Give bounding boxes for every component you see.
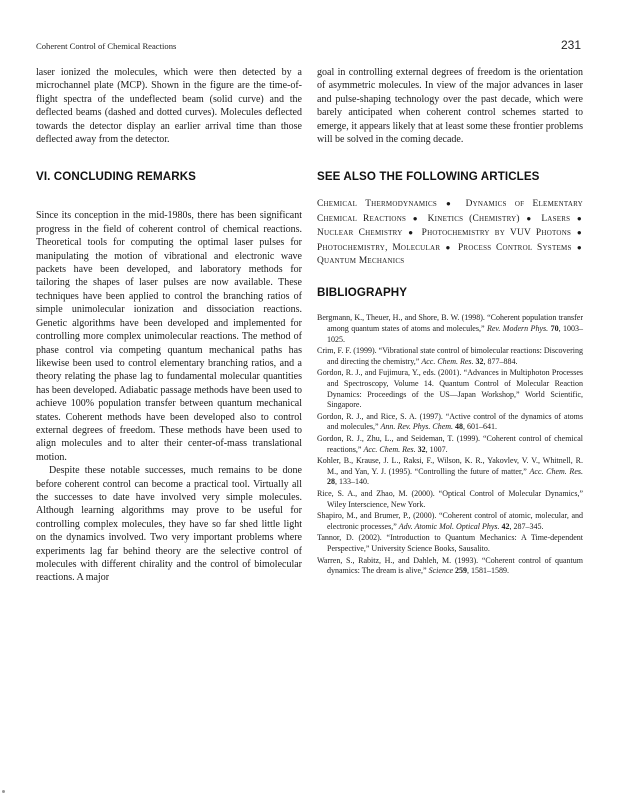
concluding-paragraph-1: Since its conception in the mid-1980s, there has been significant progress in the field of coherent control of chemical reactions. Theoretical tools for computing the optimal laser pulses for manipulating the motion of vibrational and electronic wave packets have been developed, and laboratory methods for tailoring the shapes of laser pulses are now available. These techniques have been applied to control the branching ratios of simple unimolecular ionization and dissociation reactions. Genetic algorithms have been developed and implemented for controlling more complex unimolecular reactions. The method of phase control via competing quantum mechanical paths has likewise been used to control elementary branching ratios, and a theory relating the phase lag to fundamental molecular quantities has been developed. Adiabatic passage methods have been used to achieve 100% population transfer between quantum mechanical states. Coherent methods have been developed also to control external degrees of freedom. These methods have been used to align molecules and to alter their center-of-mass translational motion.: [36, 210, 302, 463]
concluding-paragraph-2: Despite these notable successes, much remains to be done before coherent control can become a practical tool. Virtually all the successes to date have involved very simple molecules. Although learning algorithms may prove to be useful for controlling complex molecules, they have so far shed little light on the dynamics involved. Two very important problems where experiments lag far behind theory are the selective control of molecules with different chirality and the control of bimolecular reactions. A major: [36, 465, 302, 584]
bib-pages: , 1581–1589.: [467, 566, 510, 576]
bib-pages: , 1003–1025.: [327, 324, 584, 344]
bib-title: “Coherent population transfer among quantum states of atoms and molecules,”: [327, 313, 583, 334]
continuation-paragraph: goal in controlling external degrees of freedom is the orientation of asymmetric molecules. In view of the major advances in laser and pulse-shaping technology over the past decade, which were barely anticipated when coherent control schemes started to emerge, it appears likely that at least some these frontier problems will be solved in the coming decade.: [317, 67, 583, 146]
bib-volume: 42: [499, 521, 510, 531]
bib-title: “Coherent control of atomic, molecular, and electronic processes,”: [327, 511, 583, 531]
see-also-heading: SEE ALSO THE FOLLOWING ARTICLES: [317, 170, 540, 184]
bibliography-list: [317, 313, 583, 576]
bibliography-entry: [317, 346, 583, 367]
bibliography-entry: [317, 511, 583, 532]
bibliography-entry: [317, 368, 583, 410]
bib-title: “Optical Control of Molecular Dynamics,” Wiley Interscience, New York.: [327, 488, 584, 509]
bib-title: “Active control of the dynamics of atoms and molecules,”: [327, 411, 583, 432]
bib-title: “Advances in Multiphoton Processes and Spectroscopy, Volume 14. Quantum Control of Molecular Reaction Dynamics: Proceedings of the US—Japan Workshop,” World Scientific, Singapore.: [327, 368, 583, 410]
see-also-item[interactable]: Dynamics of Elementary Chemical Reactions: [317, 199, 583, 224]
running-head: [36, 38, 581, 55]
bib-authors: Crim, F. F. (1999).: [317, 346, 379, 356]
bib-journal: Adv. Atomic Mol. Optical Phys.: [398, 521, 500, 531]
see-also-item[interactable]: Photochemistry by VUV Photons: [421, 228, 572, 239]
scan-dot: [2, 790, 5, 793]
bib-volume: 48: [453, 422, 464, 432]
bib-title: “Controlling the future of matter,”: [414, 466, 530, 476]
bib-pages: , 1007.: [425, 444, 448, 454]
bib-journal: Acc. Chem. Res.: [529, 466, 583, 476]
see-also-item[interactable]: Chemical Thermodynamics: [317, 199, 438, 210]
bibliography-entry: [317, 489, 583, 510]
bib-authors: Shapiro, M., and Brumer, P., (2000).: [317, 511, 439, 521]
bullet-separator: ●: [441, 242, 457, 252]
bib-journal: Rev. Modern Phys.: [486, 324, 549, 334]
bullet-separator: ●: [572, 242, 582, 252]
bib-authors: Bergmann, K., Theuer, H., and Shore, B. W. (1998).: [317, 313, 488, 323]
see-also-item[interactable]: Photochemistry, Molecular: [317, 242, 441, 253]
section-heading-concluding-remarks: VI. CONCLUDING REMARKS: [36, 170, 197, 184]
bibliography-entry: [317, 456, 583, 488]
bib-title: “Vibrational state control of bimolecular reactions: Discovering and directing the chemistry,”: [327, 346, 583, 366]
bibliography-entry: [317, 434, 583, 455]
right-column: [317, 66, 583, 578]
bib-authors: Rice, S. A., and Zhao, M. (2000).: [317, 488, 439, 498]
bibliography-entry: [317, 556, 583, 577]
bib-title: “Coherent control of chemical reactions,”: [327, 434, 583, 454]
see-also-item[interactable]: Process Control Systems: [457, 242, 572, 253]
see-also-list: [317, 197, 583, 268]
bullet-separator: ●: [403, 228, 421, 238]
bib-pages: , 877–884.: [483, 356, 518, 366]
bib-volume: 32: [415, 444, 426, 454]
see-also-item[interactable]: Nuclear Chemistry: [317, 228, 403, 239]
bullet-separator: ●: [407, 213, 427, 223]
bib-pages: , 133–140.: [335, 477, 369, 487]
see-also-item[interactable]: Lasers: [541, 213, 571, 224]
bib-volume: 32: [473, 356, 484, 366]
bib-authors: Gordon, R. J., and Fujimura, Y., eds. (2001).: [317, 368, 464, 378]
page-number: 231: [560, 38, 581, 52]
bibliography-entry: [317, 412, 583, 433]
bib-authors: Tannor, D. (2002).: [317, 533, 387, 543]
bib-pages: , 287–345.: [509, 521, 544, 531]
bullet-separator: ●: [571, 213, 582, 223]
bib-journal: Acc. Chem. Res.: [363, 444, 416, 454]
bib-pages: , 601–641.: [463, 422, 498, 432]
bib-authors: Warren, S., Rabitz, H., and Dahleh, M. (1993).: [317, 555, 482, 565]
bib-volume: 259: [453, 566, 468, 576]
bib-authors: Gordon, R. J., Zhu, L., and Seideman, T. (1999).: [317, 434, 483, 443]
bib-volume: 28: [327, 477, 335, 487]
see-also-item[interactable]: Quantum Mechanics: [317, 256, 405, 267]
see-also-item[interactable]: Kinetics (Chemistry): [427, 213, 520, 224]
bib-journal: Ann. Rev. Phys. Chem.: [380, 422, 454, 432]
bullet-separator: ●: [520, 213, 541, 223]
bibliography-entry: [317, 533, 583, 554]
bullet-separator: ●: [438, 199, 465, 209]
bib-journal: Science: [428, 566, 454, 576]
bibliography-entry: [317, 313, 583, 345]
running-head-title: Coherent Control of Chemical Reactions: [36, 41, 177, 51]
bib-authors: Kohler, B., Krause, J. L., Raksi, F., Wilson, K. R., Yakovlev, V. V., Whitnell, R. M., and Yan, Y. J. (1995).: [317, 456, 583, 476]
bib-journal: Acc. Chem. Res.: [421, 356, 474, 366]
bib-title: “Introduction to Quantum Mechanics: A Time-dependent Perspective,” University Science Books, Sausalito.: [327, 533, 584, 553]
left-column: [36, 66, 302, 585]
bib-authors: Gordon, R. J., and Rice, S. A. (1997).: [317, 411, 446, 421]
intro-paragraph: laser ionized the molecules, which were then detected by a microchannel plate (MCP). Shown in the figure are the time-of-flight spectra of the undeflected beam (solid curve) and the deflected beams (dashed and dotted curves). Molecules deflected towards the detector display an earlier arrival time than those deflected away from the detector.: [36, 67, 302, 146]
bib-title: “Coherent control of quantum dynamics: The dream is alive,”: [327, 555, 584, 576]
bibliography-heading: BIBLIOGRAPHY: [317, 286, 408, 300]
bullet-separator: ●: [572, 228, 582, 238]
bib-volume: 70: [548, 324, 559, 334]
